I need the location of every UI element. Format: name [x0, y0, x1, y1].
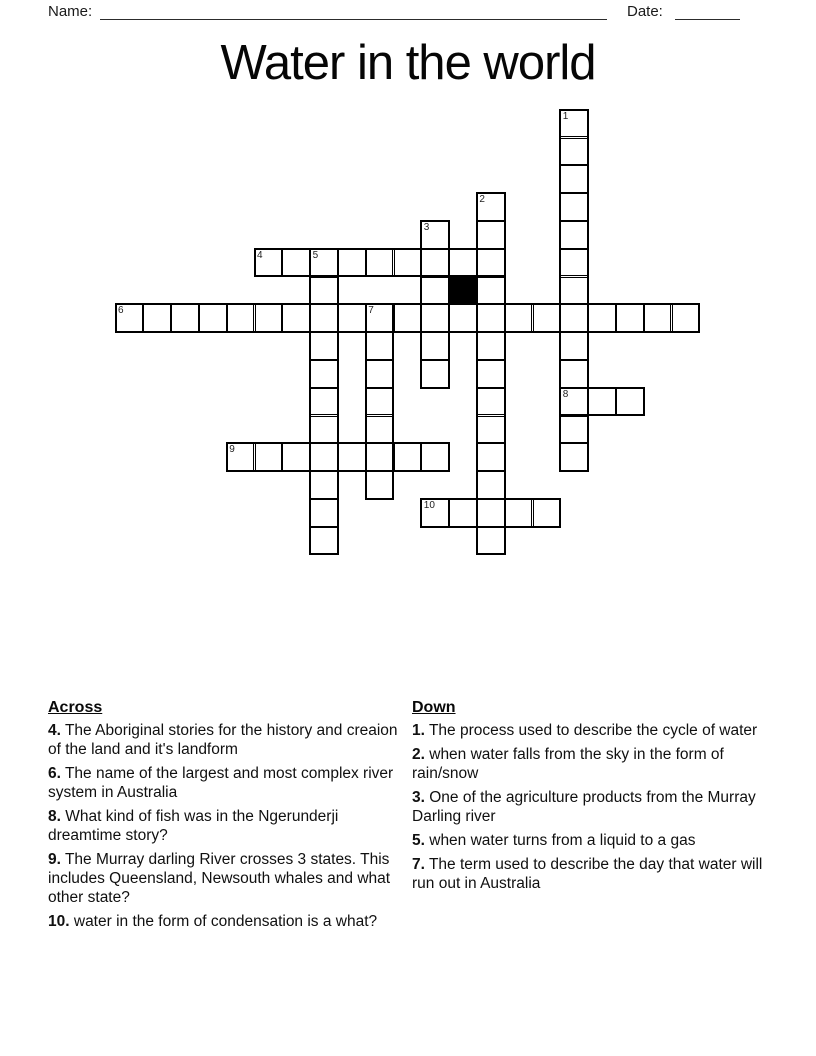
cell-number-6: 6 — [118, 305, 124, 317]
grid-cell[interactable] — [560, 360, 588, 388]
clue-across-10: 10. water in the form of condensation is a what? — [48, 913, 378, 930]
grid-cell[interactable] — [366, 332, 394, 360]
grid-cell[interactable] — [171, 304, 199, 332]
grid-cell[interactable] — [338, 304, 366, 332]
grid-cell[interactable] — [338, 443, 366, 471]
clue-number: 8. — [48, 808, 61, 825]
across-heading: Across — [48, 699, 103, 716]
grid-cell[interactable] — [560, 388, 588, 416]
grid-cell[interactable] — [560, 332, 588, 360]
clue-number: 6. — [48, 765, 61, 782]
grid-cell[interactable] — [282, 304, 310, 332]
grid-cell[interactable] — [449, 249, 477, 277]
grid-cell[interactable] — [421, 443, 449, 471]
grid-cell[interactable] — [282, 443, 310, 471]
clue-number: 7. — [412, 856, 425, 873]
grid-cell[interactable] — [477, 527, 505, 555]
clue-list-across — [48, 721, 400, 931]
grid-cell[interactable] — [255, 249, 283, 277]
clue-number: 5. — [412, 832, 425, 849]
clue-down-1: 1. The process used to describe the cycle of water — [412, 722, 758, 739]
grid-cell[interactable] — [394, 443, 422, 471]
clue-number: 4. — [48, 722, 61, 739]
grid-cell[interactable] — [560, 165, 588, 193]
cell-number-4: 4 — [257, 249, 263, 261]
grid-cell[interactable] — [227, 304, 255, 332]
grid-cell[interactable] — [310, 499, 338, 527]
clues-down-section — [412, 699, 772, 898]
grid-cell[interactable] — [477, 221, 505, 249]
grid-cell[interactable] — [310, 332, 338, 360]
grid-cell[interactable] — [560, 443, 588, 471]
grid-cell[interactable] — [310, 249, 338, 277]
grid-cell[interactable] — [477, 416, 505, 444]
grid-cell[interactable] — [560, 277, 588, 305]
grid-cell[interactable] — [338, 249, 366, 277]
grid-cell[interactable] — [310, 304, 338, 332]
grid-cell[interactable] — [672, 304, 700, 332]
cell-number-10: 10 — [423, 499, 435, 511]
grid-cell[interactable] — [477, 388, 505, 416]
worksheet-title: Water in the world — [220, 36, 596, 90]
grid-cell[interactable] — [255, 304, 283, 332]
grid-cell[interactable] — [421, 249, 449, 277]
cell-number-8: 8 — [562, 388, 569, 400]
grid-cell[interactable] — [310, 527, 338, 555]
clue-number: 1. — [412, 722, 425, 739]
grid-cell[interactable] — [560, 110, 588, 138]
grid-cell[interactable] — [310, 416, 338, 444]
grid-cell[interactable] — [560, 193, 588, 221]
grid-cell[interactable] — [477, 249, 505, 277]
grid-cell[interactable] — [560, 249, 588, 277]
cell-number-9: 9 — [229, 444, 235, 456]
grid-cell[interactable] — [449, 499, 477, 527]
clue-across-9: 9. The Murray darling River crosses 3 states. This includes Queensland, Newsouth whales and what other state? — [48, 851, 391, 906]
grid-cell[interactable] — [477, 193, 505, 221]
grid-cell[interactable] — [644, 304, 672, 332]
clue-down-3: 3. One of the agriculture products from the Murray Darling river — [412, 789, 756, 825]
grid-cell[interactable] — [421, 277, 449, 305]
grid-cell[interactable] — [143, 304, 171, 332]
grid-cell[interactable] — [421, 221, 449, 249]
grid-cell[interactable] — [421, 332, 449, 360]
grid-cell[interactable] — [449, 304, 477, 332]
grid-cell[interactable] — [366, 416, 394, 444]
grid-cell[interactable] — [366, 443, 394, 471]
grid-cell[interactable] — [616, 388, 644, 416]
clue-number: 9. — [48, 851, 61, 868]
grid-cell[interactable] — [310, 360, 338, 388]
grid-cell[interactable] — [505, 499, 533, 527]
grid-cell[interactable] — [477, 332, 505, 360]
grid-cell[interactable] — [477, 277, 505, 305]
grid-cell[interactable] — [477, 443, 505, 471]
clue-across-4: 4. The Aboriginal stories for the history and creaion of the land and it's landform — [48, 722, 398, 758]
grid-cell[interactable] — [116, 304, 144, 332]
grid-cell[interactable] — [533, 304, 561, 332]
grid-cell[interactable] — [588, 388, 616, 416]
clue-down-7: 7. The term used to describe the day that water will run out in Australia — [412, 856, 763, 892]
grid-cell[interactable] — [366, 471, 394, 499]
grid-cell[interactable] — [616, 304, 644, 332]
grid-cell[interactable] — [310, 443, 338, 471]
cell-number-3: 3 — [423, 221, 430, 233]
date-label: Date: — [627, 3, 663, 20]
grid-cell[interactable] — [421, 499, 449, 527]
grid-cell[interactable] — [310, 277, 338, 305]
clue-number: 3. — [412, 789, 425, 806]
grid-cell[interactable] — [477, 360, 505, 388]
clues-across-section — [48, 699, 400, 936]
name-label: Name: — [48, 3, 93, 20]
cell-number-5: 5 — [312, 249, 319, 261]
grid-cell[interactable] — [366, 388, 394, 416]
grid-cell[interactable] — [366, 249, 394, 277]
clue-number: 10. — [48, 913, 70, 930]
grid-cell[interactable] — [505, 304, 533, 332]
grid-cell[interactable] — [199, 304, 227, 332]
clue-across-8: 8. What kind of fish was in the Ngerunderji dreamtime story? — [48, 808, 339, 844]
grid-cell[interactable] — [227, 443, 255, 471]
cell-number-2: 2 — [479, 194, 485, 206]
grid-cell[interactable] — [560, 138, 588, 166]
clue-list-down — [412, 721, 772, 893]
grid-cell[interactable] — [560, 304, 588, 332]
clue-down-5: 5. when water turns from a liquid to a gas — [412, 832, 696, 849]
grid-cell[interactable] — [560, 416, 588, 444]
clue-number: 2. — [412, 746, 425, 763]
grid-cell[interactable] — [421, 360, 449, 388]
cell-number-7: 7 — [368, 305, 374, 317]
grid-cell[interactable] — [533, 499, 561, 527]
grid-cell[interactable] — [560, 221, 588, 249]
grid-cell[interactable] — [477, 471, 505, 499]
grid-cell[interactable] — [310, 471, 338, 499]
grid-cell[interactable] — [282, 249, 310, 277]
grid-cell[interactable] — [588, 304, 616, 332]
grid-cell[interactable] — [477, 304, 505, 332]
grid-cell[interactable] — [366, 304, 394, 332]
clue-across-6: 6. The name of the largest and most complex river system in Australia — [48, 765, 394, 801]
cell-number-1: 1 — [562, 110, 569, 122]
grid-cell[interactable] — [421, 304, 449, 332]
down-heading: Down — [412, 699, 456, 716]
clue-down-2: 2. when water falls from the sky in the form of rain/snow — [412, 746, 724, 782]
grid-cell[interactable] — [477, 499, 505, 527]
grid-cell[interactable] — [394, 304, 422, 332]
grid-cell[interactable] — [366, 360, 394, 388]
grid-cell[interactable] — [310, 388, 338, 416]
black-cell — [449, 277, 477, 305]
grid-cell[interactable] — [255, 443, 283, 471]
grid-cell[interactable] — [394, 249, 422, 277]
